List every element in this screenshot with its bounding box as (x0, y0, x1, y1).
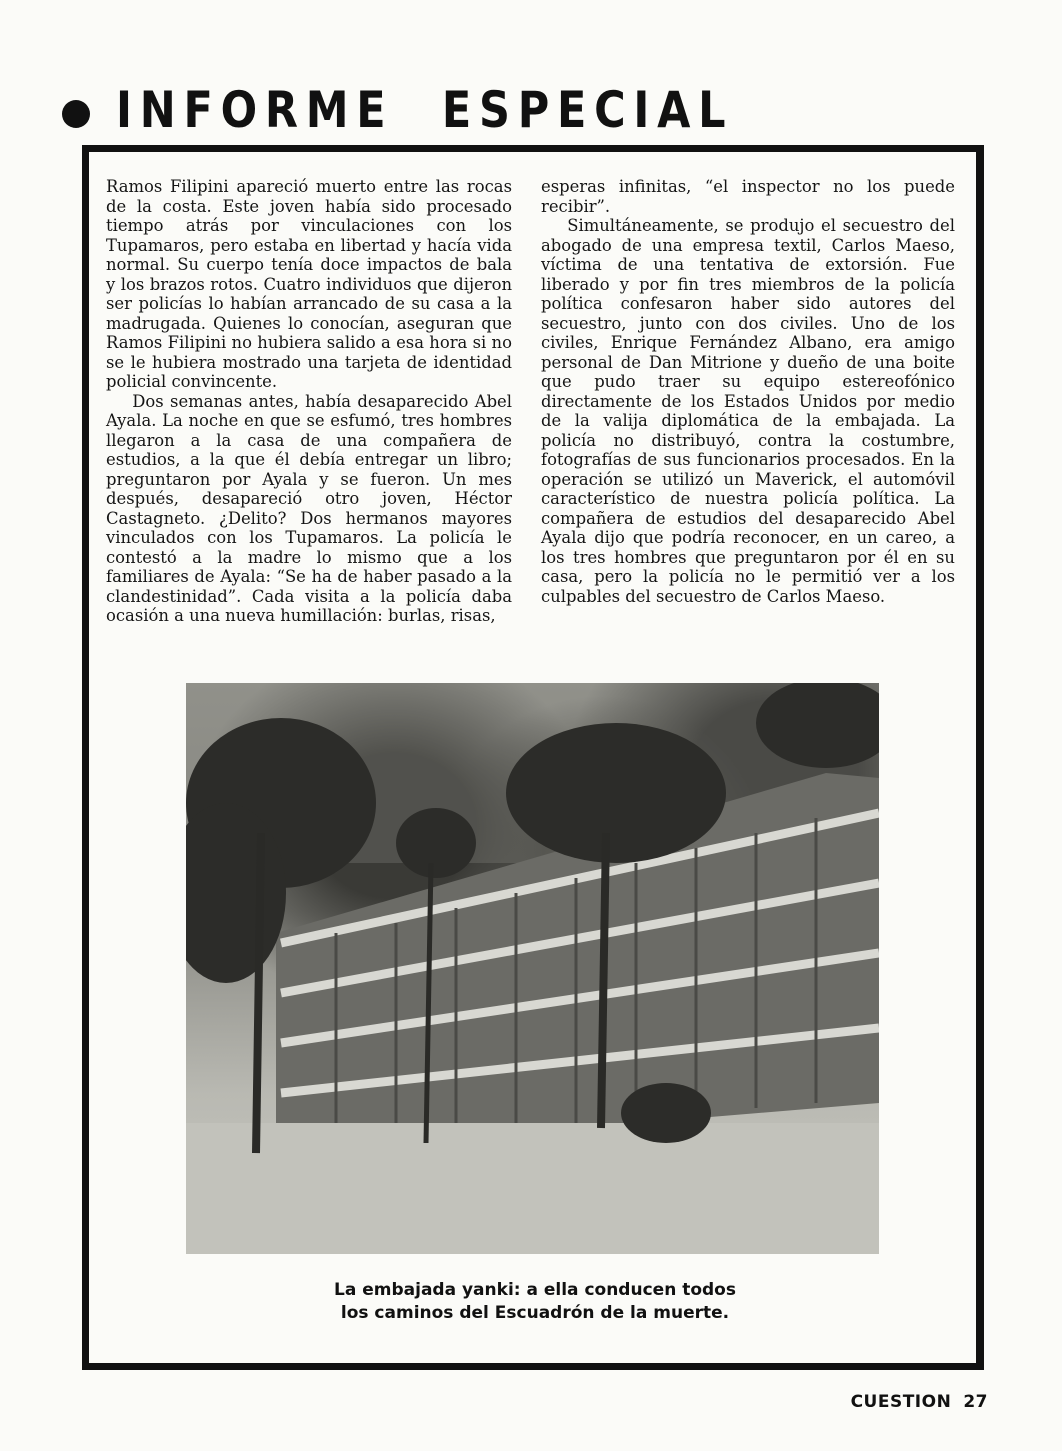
magazine-name: CUESTION (850, 1392, 952, 1412)
page-footer (851, 1392, 988, 1412)
paragraph: esperas infinitas, “el inspector no los puede recibir”. (541, 177, 955, 216)
embassy-photo (186, 683, 879, 1254)
paragraph: Simultáneamente, se produjo el secuestro del abogado de una empresa textil, Carlos Maeso, víctima de una tentativa de extorsión. Fue liberado y por fin tres miembros de la policía política confesaron haber sido autores del secuestro, junto con dos civiles. Uno de los civiles, Enrique Fernández Albano, era amigo personal de Dan Mitrione y dueño de una boite que pudo traer su equipo estereofónico directamente de los Estados Unidos por medio de la valija diplomática de la embajada. La policía no distribuyó, contra la costumbre, fotografías de sus funcionarios procesados. En la operación se utilizó un Maverick, el automóvil característico de nuestra policía política. La compañera de estudios del desaparecido Abel Ayala dijo que podría reconocer, en un careo, a los tres hombres que preguntaron por él en su casa, pero la policía no le permitió ver a los culpables del secuestro de Carlos Maeso. (541, 216, 955, 606)
bullet-icon (62, 100, 90, 128)
paragraph: Ramos Filipini apareció muerto entre las rocas de la costa. Este joven había sido procesado tiempo atrás por vinculaciones con los Tupamaros, pero estaba en libertad y hacía vida normal. Su cuerpo tenía doce impactos de bala y los brazos rotos. Cuatro individuos que dijeron ser policías lo habían arrancado de su casa a la madrugada. Quienes lo conocían, aseguran que Ramos Filipini no hubiera salido a esa hora si no se le hubiera mostrado una tarjeta de identidad policial convincente. (106, 177, 512, 391)
section-header (62, 80, 962, 140)
article-left-column (106, 177, 512, 626)
caption-line: los caminos del Escuadrón de la muerte. (340, 1303, 730, 1323)
article-right-column (541, 177, 955, 606)
paragraph: Dos semanas antes, había desaparecido Abel Ayala. La noche en que se esfumó, tres hombres llegaron a la casa de una compañera de estudios, a la que él debía entregar un libro; preguntaron por Ayala y se fueron. Un mes después, desapareció otro joven, Héctor Castagneto. ¿Delito? Dos hermanos mayores vinculados con los Tupamaros. La policía le contestó a la madre lo mismo que a los familiares de Ayala: “Se ha de haber pasado a la clandestinidad”. Cada visita a la policía daba ocasión a una nueva humillación: burlas, risas, (106, 391, 512, 625)
embassy-building-illustration (186, 683, 879, 1254)
caption-line: La embajada yanki: a ella conducen todos (334, 1280, 736, 1300)
page-number: 27 (963, 1392, 988, 1412)
photo-caption (260, 1279, 810, 1325)
section-title: INFORME ESPECIAL (116, 81, 734, 139)
